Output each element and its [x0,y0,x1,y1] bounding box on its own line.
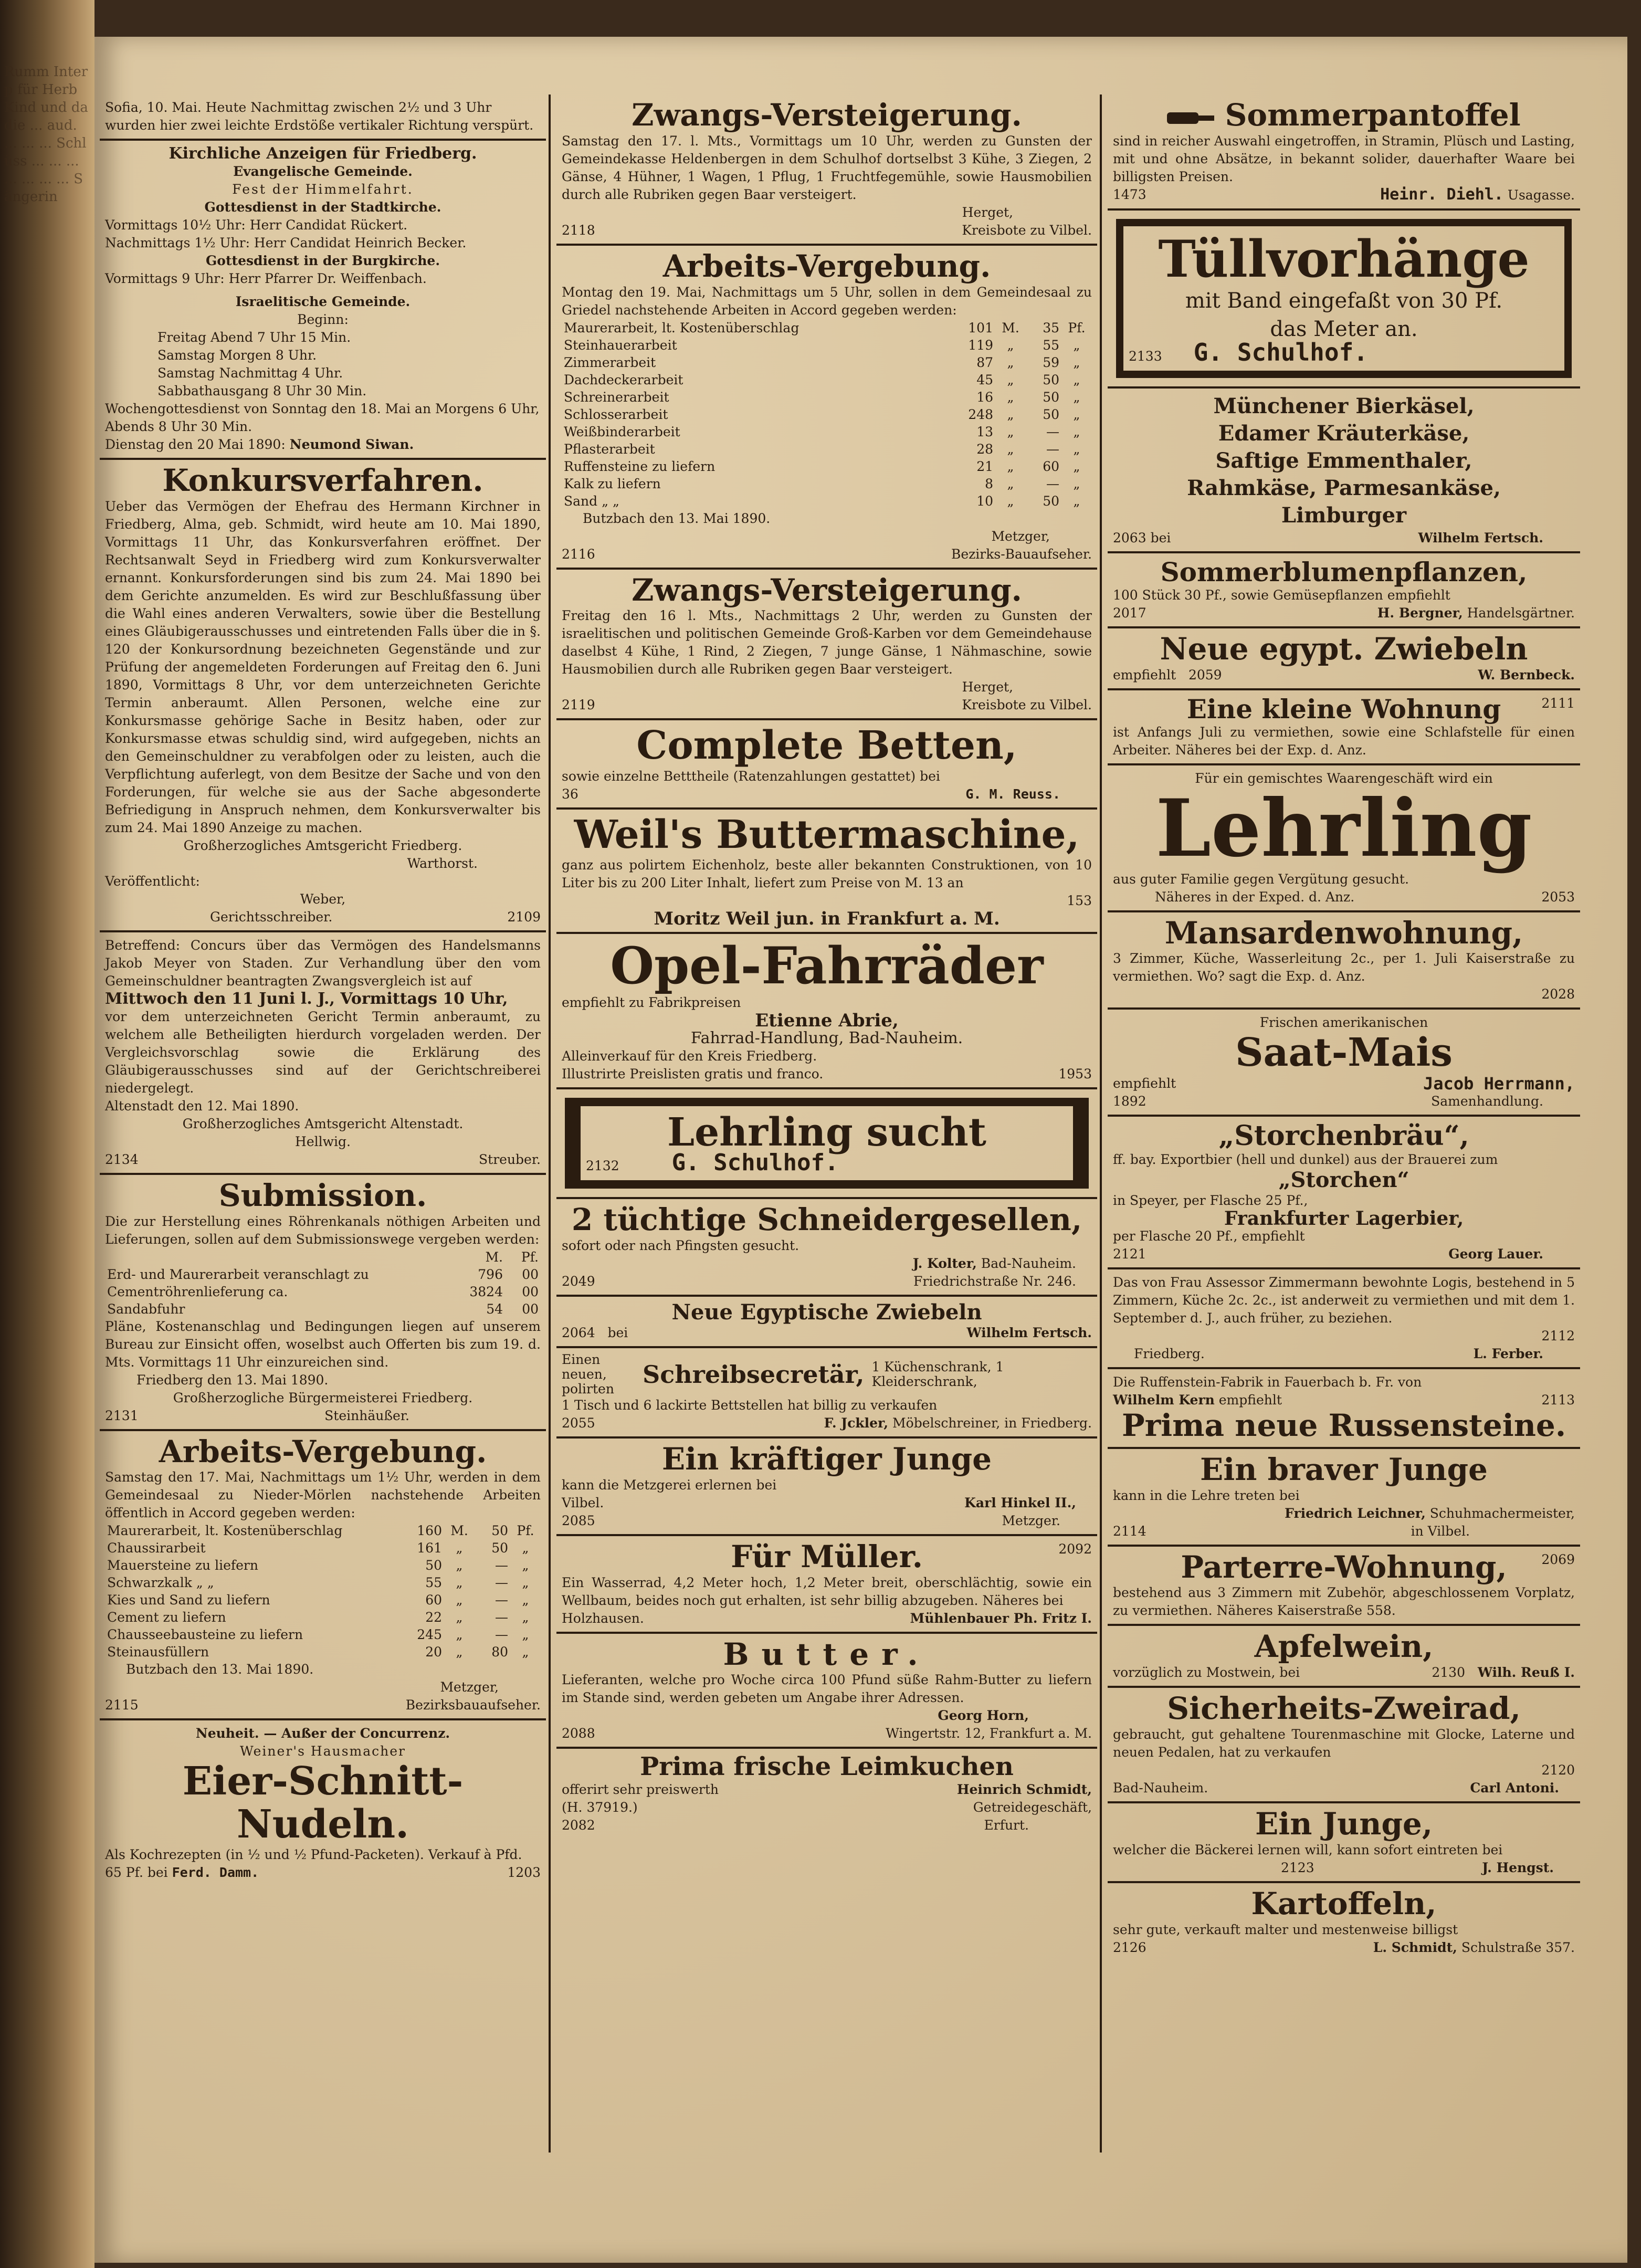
ad-number: 2115 [105,1697,139,1713]
lehrling-intro: Für ein gemischtes Waarengeschäft wird ein [1195,771,1493,786]
storchen-seller: Georg Lauer. [1448,1246,1543,1262]
mansarde-body: 3 Zimmer, Küche, Wasserleitung 2c., per 1. Juli Kaiserstraße zu vermiethen. Wo? sagt die Exp. d. Anz. [1113,951,1575,984]
table-row: Sand „ „ 10 „ 50 „ [564,493,1080,509]
vergabe-role: Bezirksbauaufseher. [405,1697,541,1713]
table-row: Cementröhrenlieferung ca. 3824 00 [107,1284,539,1299]
mais-pre: empfiehlt [1113,1075,1176,1091]
neumond: Neumond Siwan. [289,437,414,452]
column-3 [1108,94,1580,2152]
vergabe2-role: Bezirks-Bauaufseher. [951,546,1092,562]
zwang1-name: Herget, [962,204,1013,220]
ad-number: 2109 [507,909,541,925]
sekretaer-role: Möbelschreiner, in Friedberg. [892,1415,1092,1431]
mais-role: Samenhandlung. [1431,1093,1543,1109]
table-row: Schlosserarbeit 248 „ 50 „ [564,406,1080,422]
butterm-body: ganz aus polirtem Eichenholz, beste aller bekannten Construktionen, von 10 Liter bis zu 200 Liter Inhalt, liefert zum Preise von M. 13 an [562,857,1092,891]
junge2-role: Schuhmachermeister, [1429,1505,1575,1521]
table-row: Schwarzkalk „ „ 55 „ — „ [107,1575,529,1591]
leim-role: Getreidegeschäft, [973,1800,1092,1815]
zwang2-role: Kreisbote zu Vilbel. [962,697,1092,713]
opel-line: Illustrirte Preislisten gratis und franco. [562,1066,824,1082]
book-spine [0,0,94,2268]
ad-number: 2126 [1113,1939,1146,1955]
ad-number: 1473 [1113,186,1146,202]
nudeln-title: Eier-Schnitt-Nudeln. [182,1759,464,1847]
ad-number: 2053 [1541,889,1575,905]
ad-number: 2123 [1281,1860,1314,1875]
opel-ad [556,934,1097,1089]
ad-number: 2049 [562,1273,595,1289]
submission-title: Submission. [218,1177,427,1213]
israel-line: Samstag Morgen 8 Uhr. [157,348,317,363]
opel-title: Opel-Fahrräder [610,936,1044,996]
storchen-body: ff. bay. Exportbier (hell und dunkel) aus der Brauerei zum [1113,1152,1498,1168]
zwang1-role: Kreisbote zu Vilbel. [962,222,1092,238]
kaese-item: Limburger [1281,503,1407,528]
zwang1-title: Zwangs-Versteigerung. [632,97,1022,133]
sofia-notice [100,94,546,141]
tuell-line1: mit Band eingefaßt von 30 Pf. [1185,289,1503,313]
junge3-title: Ein Junge, [1255,1806,1433,1842]
russ-ad [1108,1369,1580,1449]
schneider-place: Bad-Nauheim. [981,1255,1076,1271]
kartoffeln-title: Kartoffeln, [1251,1885,1437,1922]
ad-number: 2121 [1113,1246,1146,1262]
russ-intro: Die Ruffenstein-Fabrik in Fauerbach b. Fr. von [1113,1374,1422,1390]
butter-name: Georg Horn, [938,1708,1029,1724]
vergabe2-table [562,319,1092,510]
kaese-ad [1108,388,1580,553]
leim-title: Prima frische Leimkuchen [640,1752,1014,1782]
pantoffel-ad [1108,94,1580,211]
kartoffeln-ad [1108,1883,1580,1961]
mueller-title: Für Müller. [731,1538,923,1574]
russ-maker: Wilhelm Kern [1113,1392,1215,1408]
submission-table [105,1248,541,1318]
ad-number: 2112 [1541,1328,1575,1344]
pantoffel-title: Sommerpantoffel [1225,97,1521,133]
ad-number: 36 [562,786,578,802]
mueller-place: Holzhausen. [562,1610,644,1626]
zwiebeln2-ad [556,1297,1097,1348]
konkurs-court: Großherzogliches Amtsgericht Friedberg. [183,837,462,853]
zwiebeln2-pre: bei [607,1325,628,1340]
table-row: Maurerarbeit, lt. Kostenüberschlag 160 M. 50 Pf. [107,1523,534,1539]
mais-intro: Frischen amerikanischen [1259,1015,1428,1031]
tuell-line2: das Meter an. [1270,317,1418,342]
lehrsucht-ad [556,1089,1097,1199]
lehrsucht-seller: G. Schulhof. [671,1149,839,1177]
concurs-court: Großherzogliches Amtsgericht Altenstadt. [182,1116,464,1131]
mueller-ad [556,1536,1097,1634]
leim-body: offerirt sehr preiswerth [562,1782,719,1798]
vergabe-table [105,1522,541,1661]
storchen-name: „Storchen“ [1278,1168,1409,1193]
kaese-seller: Wilhelm Fertsch. [1418,530,1543,546]
blumen-body: 100 Stück 30 Pf., sowie Gemüsepflanzen empfiehlt [1113,587,1450,603]
column-1 [100,94,546,2152]
concurs-clerk: Streuber. [479,1151,541,1167]
israel-title: Israelitische Gemeinde. [235,294,411,309]
sekretaer-pre: Einen neuen, polirten [562,1351,614,1396]
storchen-body3: per Flasche 20 Pf., empfiehlt [1113,1228,1305,1244]
betten-seller: G. M. Reuss. [965,786,1060,802]
israel-line: Wochengottesdienst von Sonntag den 18. Mai an Morgens 6 Uhr, Abends 8 Uhr 30 Min. [105,401,540,434]
logis-place: Friedberg. [1134,1346,1205,1362]
pointing-hand-icon [1167,107,1214,128]
vergabe-body: Samstag den 17. Mai, Nachmittags um 1½ Uhr, werden in dem Gemeindesaal zu Nieder-Mörlen nachstehende Arbeiten öffentlich in Accord gegeben werden: [105,1469,541,1521]
nudeln-intro: Neuheit. — Außer der Concurrenz. [195,1726,450,1741]
butterm-ad [556,810,1097,934]
ad-number: 2017 [1113,605,1146,621]
lehrling-body: aus guter Familie gegen Vergütung gesucht. [1113,871,1409,887]
zwiebeln-pre: empfiehlt [1113,667,1176,683]
junge2-place: in Vilbel. [1411,1523,1470,1539]
table-row: Mauersteine zu liefern 50 „ — „ [107,1558,529,1573]
concurs-notice [100,932,546,1175]
zwiebeln2-seller: Wilhelm Fertsch. [966,1325,1092,1340]
kaese-item: Rahmkäse, Parmesankäse, [1187,476,1501,501]
konkurs-body: Ueber das Vermögen der Ehefrau des Hermann Kirchner in Friedberg, Alma, geb. Schmidt, wird heute am 10. Mai 1890, Vormittags 11 Uhr, das Konkursverfahren eröffnet. Der Rechtsanwalt Seyd in Friedberg wird zum Konkursverwalter ernannt. Konkursforderungen sind bis zum 24. Mai 1890 bei dem Gerichte anzumelden. Es wird zur Beschlußfassung über die Wahl eines anderen Verwalters, sowie über die Bestellung eines Gläubigerausschusses und eintretenden Falls über die in §. 120 der Konkursordnung bezeichneten Gegenstände und zur Prüfung der angemeldeten Forderungen auf Freitag den 6. Juni 1890, Vormittags 8 Uhr, vor dem unterzeichneten Gerichte Termin anberaumt. Allen Personen, welche eine zur Konkursmasse gehörige Sache in Besitz haben, oder zur Konkursmasse etwas schuldig sind, wird aufgegeben, nichts an den Gemeinschuldner zu verabfolgen oder zu leisten, auch die Verpflichtung auferlegt, von dem Besitze der Sache und von den Forderungen, für welche sie aus der Sache abgesonderte Befriedigung in Anspruch nehmen, dem Konkursverwalter bis zum 24. Mai 1890 Anzeige zu machen. [105,498,541,835]
blumen-role: Handelsgärtner. [1467,605,1575,621]
ad-number: 2069 [1541,1551,1575,1567]
konkurs-judge: Warthorst. [407,855,478,871]
submission-body2: Pläne, Kostenanschlag und Bedingungen liegen auf unserem Bureau zur Einsicht offen, woselbst auch Offerten bis zum 19. d. Mts. Vormittags 11 Uhr einzureichen sind. [105,1318,541,1370]
ad-number: 2119 [562,697,595,713]
ad-number: 2082 [562,1818,595,1833]
kartoffeln-seller: L. Schmidt, [1373,1939,1457,1955]
kaese-item: Edamer Kräuterkäse, [1218,421,1470,446]
lehrling-body2: Näheres in der Exped. d. Anz. [1155,889,1355,905]
leim-ad [556,1749,1097,1839]
ad-number: 2114 [1113,1523,1146,1539]
column-rule [1100,94,1102,2152]
kartoffeln-addr: Schulstraße 357. [1461,1939,1575,1955]
ad-number: 2063 [1113,530,1146,546]
ad-number: 2132 [586,1158,619,1174]
ad-number: 2116 [562,546,595,562]
newspaper-page [94,37,1627,2263]
kaese-item: Saftige Emmenthaler, [1215,448,1472,474]
table-row: Chausseebausteine zu liefern 245 „ — „ [107,1627,529,1643]
schneider-name: J. Kolter, [912,1255,977,1271]
israel-beginn: Beginn: [297,312,349,327]
church-stadtkirche: Gottesdienst in der Stadtkirche. [204,200,441,215]
junge2-body: kann in die Lehre treten bei [1113,1487,1300,1503]
zwiebeln-title: Neue egypt. Zwiebeln [1160,631,1528,667]
storchen-body2: in Speyer, per Flasche 25 Pf., [1113,1193,1308,1209]
table-row: Kies und Sand zu liefern 60 „ — „ [107,1592,529,1608]
wohnung-body: ist Anfangs Juli zu vermiethen, sowie eine Schlafstelle für einen Arbeiter. Näheres bei der Exp. d. Anz. [1113,724,1575,758]
konkurs-clerk: Weber, [300,891,346,907]
zweirad-name: Carl Antoni. [1470,1780,1559,1796]
apfel-seller: Wilh. Reuß I. [1477,1665,1575,1681]
ad-number: 1892 [1113,1093,1146,1109]
sofia-text: Sofia, 10. Mai. Heute Nachmittag zwischen 2½ und 3 Uhr wurden hier zwei leichte Erdstöße vertikaler Richtung verspürt. [105,100,534,133]
kaese-item: Münchener Bierkäsel, [1213,394,1475,419]
wohnung-title: Eine kleine Wohnung [1186,694,1501,725]
submission-auth: Großherzogliche Bürgermeisterei Friedberg. [173,1390,473,1405]
storchen-ad [1108,1117,1580,1269]
zweirad-title: Sicherheits-Zweirad, [1167,1690,1521,1727]
butterm-seller: Moritz Weil jun. in Frankfurt a. M. [654,908,1000,930]
junge1-role: Metzger. [1002,1513,1060,1528]
leim-code: (H. 37919.) [562,1800,638,1815]
pantoffel-seller: Heinr. Diehl. [1380,185,1503,204]
betten-ad [556,720,1097,809]
butterm-title: Weil's Buttermaschine, [574,812,1080,857]
ad-number: 153 [1067,893,1092,909]
ad-number: 2092 [1058,1541,1092,1557]
schneider-addr: Friedrichstraße Nr. 246. [913,1273,1076,1289]
zwang2-name: Herget, [962,679,1013,695]
junge2-name: Friedrich Leichner, [1285,1505,1426,1521]
kartoffeln-body: sehr gute, verkauft malter und mestenweise billigst [1113,1922,1458,1937]
table-row: Dachdeckerarbeit 45 „ 50 „ [564,372,1080,387]
zwang1-body: Samstag den 17. l. Mts., Vormittags um 10 Uhr, werden zu Gunsten der Gemeindekasse Heldenbergen in dem Schulhof dortselbst 3 Kühe, 3 Ziegen, 2 Gänse, 4 Hühner, 1 Wagen, 1 Pflug, 1 Fruchtfegemühle, sowie Hausmobilien durch alle Rubriken gegen Baar versteigert. [562,133,1092,202]
church-fest: Fest der Himmelfahrt. [232,182,414,197]
ad-number: 2055 [562,1415,595,1431]
mansarde-ad [1108,912,1580,1010]
israel-line: Sabbathausgang 8 Uhr 30 Min. [157,383,367,398]
zwang1-notice [556,94,1097,246]
vergabe2-place: Butzbach den 13. Mai 1890. [583,510,771,526]
junge1-ad [556,1438,1097,1536]
zwiebeln-ad [1108,628,1580,690]
ad-number: 2118 [562,222,595,238]
church-line: Vormittags 10½ Uhr: Herr Candidat Rückert. [105,217,408,233]
submission-notice [100,1175,546,1431]
concurs-place: Altenstadt den 12. Mai 1890. [105,1098,299,1114]
table-row: Pflasterarbeit 28 „ — „ [564,441,1080,457]
concurs-judge: Hellwig. [295,1133,351,1149]
zwiebeln2-title: Neue Egyptische Zwiebeln [671,1299,982,1325]
blumen-title: Sommerblumenpflanzen, [1160,556,1528,588]
concurs-date: Mittwoch den 11 Juni l. J., Vormittags 10 Uhr, [105,989,508,1008]
ad-number: 1203 [507,1865,541,1881]
apfel-ad [1108,1626,1580,1688]
opel-intro: empfiehlt zu Fabrikpreisen [562,994,741,1010]
zwang2-body: Freitag den 16 l. Mts., Nachmittags 2 Uhr, werden zu Gunsten der israelitischen und politischen Gemeinde Groß-Karben vor dem Gemeindehause daselbst 4 Kühe, 1 Rind, 2 Ziegen, 7 junge Gänse, 1 Nähmaschine, sowie Hausmobilien durch alle Rubriken gegen Baar versteigert. [562,608,1092,677]
junge2-ad [1108,1449,1580,1547]
lehrling-title: Lehrling [1155,782,1532,875]
sekretaer-title: Schreibsecretär, [643,1360,865,1389]
junge1-body: kann die Metzgerei erlernen bei [562,1477,777,1493]
junge3-ad [1108,1803,1580,1883]
table-row: Sandabfuhr 54 00 [107,1301,539,1317]
opel-shop: Fahrrad-Handlung, Bad-Nauheim. [690,1028,963,1047]
schneider-ad [556,1199,1097,1297]
junge1-title: Ein kräftiger Junge [661,1441,992,1477]
concurs-body: Betreffend: Concurs über das Vermögen des Handelsmanns Jakob Meyer von Staden. Zur Verhandlung über den vom Gemeinschuldner beantragten Zwangsvergleich ist auf [105,937,541,989]
apfel-title: Apfelwein, [1254,1629,1434,1665]
spine-text: Rumm Interp für Herb Kind und da die ... aud. ... ... ... Schlüss ... ... ... ... ... ... ... Sängerin [4,64,88,205]
table-row: Cement zu liefern 22 „ — „ [107,1610,529,1625]
zweirad-body: gebraucht, gut gehaltene Tourenmaschine mit Glocke, Laterne und neuen Pedalen, hat zu verkaufen [1113,1727,1575,1760]
junge1-name: Karl Hinkel II., [964,1495,1076,1510]
vergabe2-notice [556,246,1097,570]
lehrsucht-title: Lehrling sucht [667,1109,986,1155]
mueller-body: Ein Wasserrad, 4,2 Meter hoch, 1,2 Meter breit, oberschlächtig, sowie ein Wellbaum, beides noch gut erhalten, ist sehr billig abzugeben. Näheres bei [562,1574,1092,1608]
ad-number: 1953 [1058,1066,1092,1082]
junge1-place: Vilbel. [562,1495,604,1510]
ad-number: 2064 [562,1325,595,1340]
blumen-ad [1108,553,1580,628]
church-burgkirche: Gottesdienst in der Burgkirche. [205,253,440,268]
butter-ad [556,1634,1097,1749]
sekretaer-body: 1 Tisch und 6 lackirte Bettstellen hat billig zu verkaufen [562,1397,938,1413]
konkurs-clerk-role: Gerichtsschreiber. [210,909,333,925]
vergabe2-title: Arbeits-Vergebung. [662,248,991,284]
opel-line: Alleinverkauf für den Kreis Friedberg. [562,1048,817,1064]
table-row: Weißbinderarbeit 13 „ — „ [564,424,1080,439]
tuell-title: Tüllvorhänge [1158,229,1530,289]
leim-place: Erfurt. [984,1818,1029,1833]
ad-number: 2131 [105,1408,139,1423]
junge3-body: welcher die Bäckerei lernen will, kann sofort eintreten bei [1113,1842,1503,1857]
ad-number: 2130 [1432,1665,1465,1681]
ad-number: 2085 [562,1513,595,1528]
concurs-body2: vor dem unterzeichneten Gericht Termin anberaumt, zu welchem alle Betheiligten hierdurch vorgeladen werden. Der Vergleichsvorschlag sowie die Erklärung des Gläubigerausschusses sind auf der Gerichtschreiberei niedergelegt. [105,1009,541,1096]
tuell-seller: G. Schulhof. [1193,338,1368,367]
table-row: Maurerarbeit, lt. Kostenüberschlag 101 M. 35 Pf. [564,320,1086,335]
mais-seller: Jacob Herrmann, [1423,1073,1575,1094]
pantoffel-place: Usagasse. [1507,187,1575,203]
kaese-pre: bei [1150,530,1171,546]
submission-place: Friedberg den 13. Mai 1890. [136,1372,329,1388]
butter-title: Butter. [723,1636,931,1672]
zweirad-ad [1108,1688,1580,1803]
table-row: Schreinerarbeit 16 „ 50 „ [564,389,1080,405]
pantoffel-body: sind in reicher Auswahl eingetroffen, in Stramin, Plüsch und Lasting, mit und ohne Absätze, in bekannt solider, dauerhafter Waare bei billigsten Preisen. [1113,133,1575,184]
schneider-title: 2 tüchtige Schneidergesellen, [571,1202,1082,1238]
blumen-seller: H. Bergner, [1377,605,1463,621]
nudeln-body: Als Kochrezepten (in ½ und ½ Pfund-Packeten). Verkauf à Pfd. 65 Pf. bei [105,1847,522,1881]
zweirad-place: Bad-Nauheim. [1113,1780,1208,1796]
vergabe2-body: Montag den 19. Mai, Nachmittags um 5 Uhr, sollen in dem Gemeindesaal zu Griedel nachstehende Arbeiten in Accord gegeben werden: [562,284,1092,318]
konkurs-title: Konkursverfahren. [162,463,483,498]
junge2-title: Ein braver Junge [1200,1451,1488,1487]
butter-addr: Wingertstr. 12, Frankfurt a. M. [886,1726,1092,1741]
junge3-name: J. Hengst. [1482,1860,1554,1875]
logis-name: L. Ferber. [1473,1346,1543,1362]
storchen-title: „Storchenbräu“, [1218,1119,1469,1152]
church-title: Kirchliche Anzeigen für Friedberg. [169,144,477,163]
nudeln-seller: Ferd. Damm. [172,1865,259,1881]
table-row: Kalk zu liefern 8 „ — „ [564,476,1080,491]
table-row: Erd- und Maurerarbeit veranschlagt zu 796 00 [107,1266,539,1282]
table-row: Chaussirarbeit 161 „ 50 „ [107,1540,529,1556]
sekretaer-name: F. Jckler, [824,1415,889,1431]
parterre-title: Parterre-Wohnung, [1181,1549,1507,1585]
lehrling-ad [1108,765,1580,912]
russ-intro2: empfiehlt [1218,1392,1282,1408]
parterre-ad [1108,1547,1580,1626]
mueller-name: Mühlenbauer Ph. Fritz I. [910,1610,1092,1626]
apfel-body: vorzüglich zu Mostwein, bei [1113,1665,1300,1681]
col-header-pf: Pf. [521,1249,539,1265]
ad-number: 2134 [105,1151,139,1167]
tuell-ad [1108,211,1580,389]
konkurs-notice [100,460,546,932]
table-row: Steinausfüllern 20 „ 80 „ [107,1644,529,1660]
vergabe-notice [100,1431,546,1721]
betten-body: sowie einzelne Betttheile (Ratenzahlungen gestattet) bei [562,768,940,784]
russ-title: Prima neue Russensteine. [1121,1408,1566,1444]
butter-body: Lieferanten, welche pro Woche circa 100 Pfund süße Rahm-Butter zu liefern im Stande sind, werden gebeten um Angabe ihrer Adressen. [562,1672,1092,1706]
vergabe2-name: Metzger, [991,528,1050,544]
church-sub: Evangelische Gemeinde. [233,164,413,179]
wohnung-ad [1108,690,1580,765]
mais-ad [1108,1010,1580,1116]
sekretaer-ad [556,1348,1097,1438]
ad-number: 2120 [1541,1762,1575,1778]
ad-number: 2113 [1541,1392,1575,1408]
storchen-title2: Frankfurter Lagerbier, [1224,1208,1464,1230]
church-line: Vormittags 9 Uhr: Herr Pfarrer Dr. Weiffenbach. [105,271,427,286]
nudeln-maker: Weiner's Hausmacher [239,1744,406,1759]
israel-line: Freitag Abend 7 Uhr 15 Min. [157,330,351,345]
ad-number: 2088 [562,1726,595,1741]
ad-number: 2059 [1188,667,1222,683]
col-header-m: M. [485,1249,503,1265]
vergabe-place: Butzbach den 13. Mai 1890. [126,1662,314,1677]
vergabe-title: Arbeits-Vergebung. [159,1433,487,1469]
zwang2-title: Zwangs-Versteigerung. [632,572,1022,608]
church-line: Nachmittags 1½ Uhr: Herr Candidat Heinrich Becker. [105,235,467,250]
submission-name: Steinhäußer. [324,1408,409,1423]
opel-name: Etienne Abrie, [755,1010,899,1031]
table-row: Ruffensteine zu liefern 21 „ 60 „ [564,458,1080,474]
betten-title: Complete Betten, [636,723,1017,769]
sekretaer-side: 1 Küchenschrank, 1 Kleiderschrank, [871,1359,1004,1389]
mais-title: Saat-Mais [1235,1030,1453,1076]
nudeln-ad [100,1720,546,1886]
vergabe-name: Metzger, [440,1679,499,1695]
israel-line: Samstag Nachmittag 4 Uhr. [157,365,343,381]
israel-line: Dienstag den 20 Mai 1890: [105,437,286,452]
logis-body: Das von Frau Assessor Zimmermann bewohnte Logis, bestehend in 5 Zimmern, Küche 2c. 2c., ist anderweit zu vermiethen und mit dem 1. September d. J., auch früher, zu beziehen. [1113,1275,1575,1326]
konkurs-pub: Veröffentlicht: [105,873,200,889]
column-rule [549,94,551,2152]
mansarde-title: Mansardenwohnung, [1164,915,1523,951]
schneider-body: sofort oder nach Pfingsten gesucht. [562,1237,800,1253]
table-row: Zimmerarbeit 87 „ 59 „ [564,354,1080,370]
column-2 [556,94,1097,2152]
zwang2-notice [556,570,1097,721]
zwiebeln-seller: W. Bernbeck. [1478,667,1575,683]
submission-body: Die zur Herstellung eines Röhrenkanals nöthigen Arbeiten und Lieferungen, sollen auf dem Submissionswege vergeben werden: [105,1213,541,1247]
church-notices [100,141,546,460]
logis-ad [1108,1269,1580,1369]
table-row: Steinhauerarbeit 119 „ 55 „ [564,337,1080,353]
ad-number: 2111 [1541,696,1575,711]
leim-name: Heinrich Schmidt, [956,1782,1092,1798]
ad-number: 2133 [1129,349,1162,364]
ad-number: 2028 [1541,986,1575,1002]
parterre-body: bestehend aus 3 Zimmern mit Zubehör, abgeschlossenem Vorplatz, zu vermiethen. Näheres Kaiserstraße 558. [1113,1585,1575,1619]
